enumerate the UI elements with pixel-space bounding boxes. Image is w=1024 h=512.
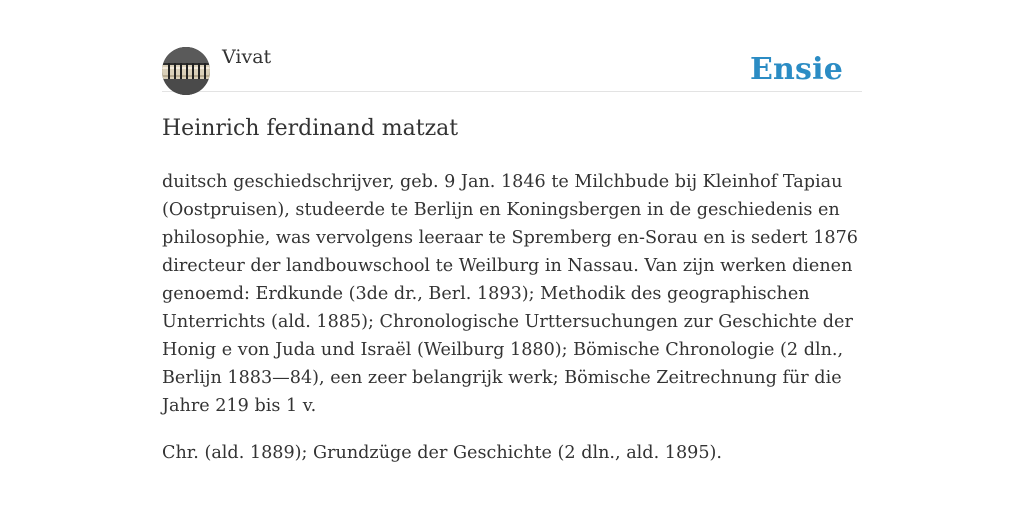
books-avatar-icon xyxy=(162,47,210,95)
header xyxy=(162,0,862,92)
brand-logo[interactable]: Ensie xyxy=(749,52,843,87)
page xyxy=(162,0,862,463)
avatar[interactable] xyxy=(162,47,210,95)
paragraph: duitsch geschiedschrijver, geb. 9 Jan. 1846 te Milchbude bij Kleinhof Tapiau (Oostpruisen), studeerde te Berlijn en Koningsbergen in de geschiedenis en philosophie, was vervolgens leeraar te Spremberg en-Sorau en is sedert 1876 directeur der landbouwschool te Weilburg in Nassau. Van zijn werken dienen genoemd: Erdkunde (3de dr., Berl. 1893); Methodik des geographischen Unterrichts (ald. 1885); Chronologische Urttersuchungen zur Geschichte der Honig e von Juda und Israël (Weilburg 1880); Bömische Chronologie (2 dln., Berlijn 1883—84), een zeer belangrijk werk; Bömische Zeitrechnung für die Jahre 219 bis 1 v. xyxy=(162,172,858,416)
author-name[interactable]: Vivat xyxy=(222,46,272,68)
article-body xyxy=(162,168,862,486)
paragraph: Chr. (ald. 1889); Grundzüge der Geschichte (2 dln., ald. 1895). xyxy=(162,443,722,463)
page-title: Heinrich ferdinand matzat xyxy=(162,116,459,141)
